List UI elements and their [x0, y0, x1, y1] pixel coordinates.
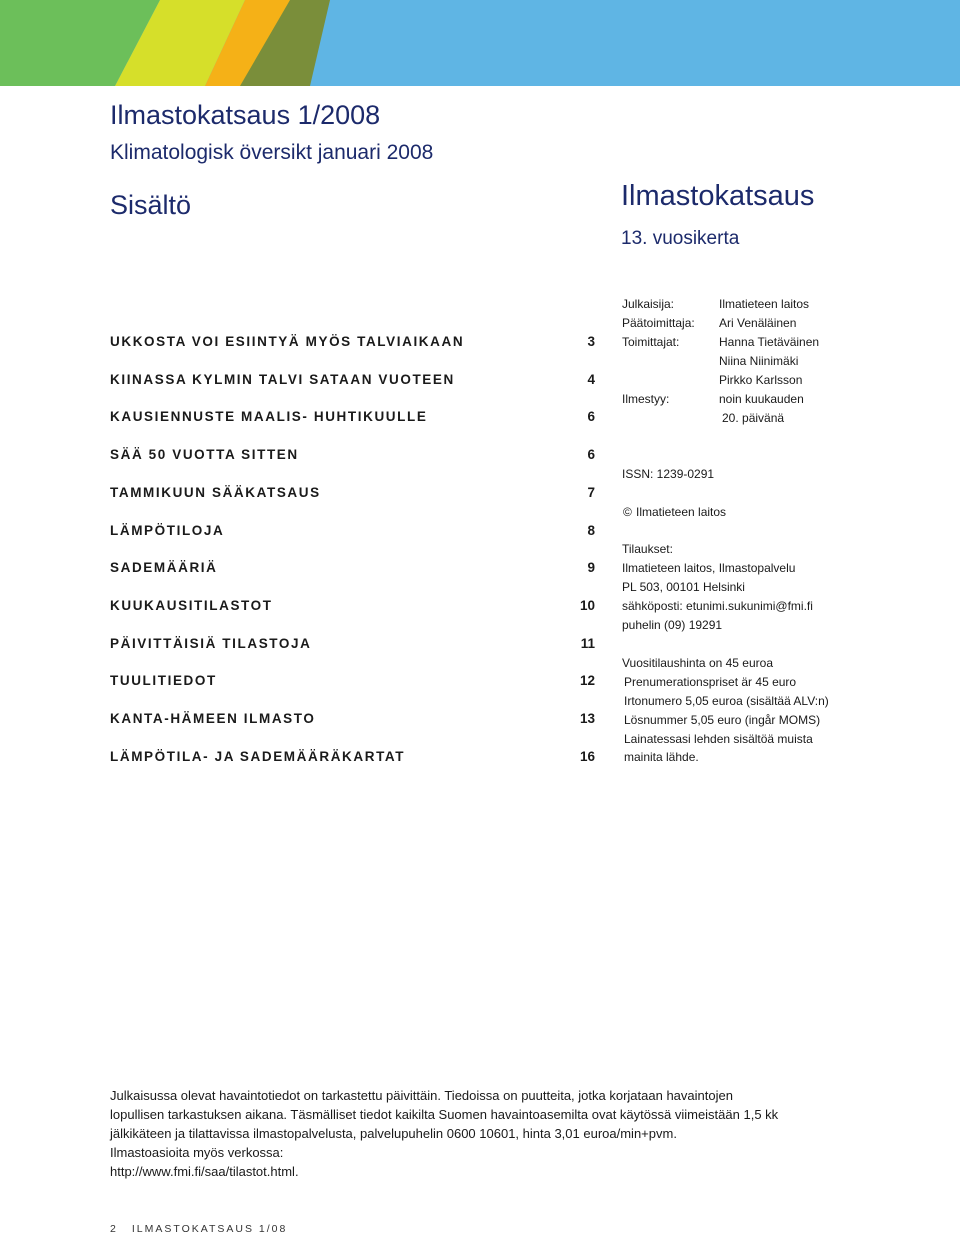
- editor-name: Hanna Tietäväinen: [719, 335, 820, 349]
- editor-name: Pirkko Karlsson: [719, 373, 803, 387]
- footnote-line: Julkaisussa olevat havaintotiedot on tarkastettu päivittäin. Tiedoissa on puutteita, jotka korjataan havaintojen: [110, 1088, 733, 1103]
- toc-item[interactable]: [110, 636, 595, 656]
- toc-label: KUUKAUSITILASTOT: [110, 598, 273, 613]
- toc-page-number: 10: [579, 598, 595, 613]
- toc-page-number: 13: [579, 711, 595, 726]
- footnote-line: lopullisen tarkastuksen aikana. Täsmälliset tiedot kaikilta Suomen havaintoasemilta ovat käytössä viimeistään 1,5 kk: [110, 1107, 779, 1122]
- issn: ISSN: 1239-0291: [622, 467, 715, 481]
- toc-label: TUULITIEDOT: [110, 673, 217, 688]
- toc-page-number: 9: [587, 560, 595, 575]
- orders-line: PL 503, 00101 Helsinki: [622, 580, 745, 594]
- toc-item[interactable]: [110, 485, 595, 505]
- page-number: 2: [110, 1223, 118, 1235]
- pricing-line: Lösnummer 5,05 euro (ingår MOMS): [624, 713, 821, 727]
- toc-item[interactable]: [110, 560, 595, 580]
- pricing-line: Irtonumero 5,05 euroa (sisältää ALV:n): [624, 694, 829, 708]
- editors-label: Toimittajat:: [622, 335, 680, 349]
- banner-blue-stripe: [270, 0, 960, 86]
- orders-email[interactable]: sähköposti: etunimi.sukunimi@fmi.fi: [622, 599, 813, 613]
- appears-value: noin kuukauden: [719, 392, 804, 406]
- publisher-value: Ilmatieteen laitos: [719, 297, 810, 311]
- toc-item[interactable]: [110, 749, 595, 769]
- editor-value: Ari Venäläinen: [719, 316, 797, 330]
- toc-page-number: 12: [579, 673, 595, 688]
- toc-page-number: 6: [587, 447, 595, 462]
- toc-page-number: 6: [587, 409, 595, 424]
- toc-label: PÄIVITTÄISIÄ TILASTOJA: [110, 636, 312, 651]
- footnote-line: jälkikäteen ja tilattavissa ilmastopalvelusta, palvelupuhelin 0600 10601, hinta 3,01 euroa/min+pvm.: [110, 1126, 677, 1141]
- orders-phone: puhelin (09) 19291: [622, 618, 723, 632]
- appears-label: Ilmestyy:: [622, 392, 670, 406]
- toc-item[interactable]: [110, 372, 595, 392]
- toc-label: KANTA-HÄMEEN ILMASTO: [110, 711, 316, 726]
- toc-page-number: 8: [587, 523, 595, 538]
- orders-heading: Tilaukset:: [622, 542, 673, 556]
- pricing-line: mainita lähde.: [624, 750, 699, 764]
- footnote-line: Ilmastoasioita myös verkossa:: [110, 1145, 284, 1160]
- brand-title: Ilmastokatsaus: [621, 180, 815, 212]
- toc-item[interactable]: [110, 598, 595, 618]
- toc-item[interactable]: [110, 711, 595, 731]
- editor-name: Niina Niinimäki: [719, 354, 799, 368]
- page-title: Ilmastokatsaus 1/2008: [110, 100, 381, 130]
- contents-heading: Sisältö: [110, 190, 192, 220]
- toc-label: LÄMPÖTILA- JA SADEMÄÄRÄKARTAT: [110, 749, 406, 764]
- pricing-line: Prenumerationspriset är 45 euro: [624, 675, 797, 689]
- footnote-link[interactable]: http://www.fmi.fi/saa/tilastot.html.: [110, 1164, 299, 1179]
- toc-page-number: 11: [580, 636, 595, 651]
- toc-label: TAMMIKUUN SÄÄKATSAUS: [110, 485, 321, 500]
- editor-label: Päätoimittaja:: [622, 316, 695, 330]
- toc-item[interactable]: [110, 523, 595, 543]
- toc-label: KIINASSA KYLMIN TALVI SATAAN VUOTEEN: [110, 372, 455, 387]
- toc-item[interactable]: [110, 334, 595, 354]
- toc-page-number: 16: [579, 749, 595, 764]
- copyright-holder: Ilmatieteen laitos: [636, 505, 727, 519]
- publisher-label: Julkaisija:: [622, 297, 675, 311]
- page-subtitle: Klimatologisk översikt januari 2008: [110, 141, 434, 164]
- toc-label: UKKOSTA VOI ESIINTYÄ MYÖS TALVIAIKAAN: [110, 334, 465, 349]
- toc-item[interactable]: [110, 447, 595, 467]
- toc-label: LÄMPÖTILOJA: [110, 523, 225, 538]
- volume-label: 13. vuosikerta: [621, 228, 740, 249]
- toc-item[interactable]: [110, 673, 595, 693]
- running-title: ILMASTOKATSAUS 1/08: [131, 1223, 288, 1235]
- page-footer: [110, 1223, 287, 1235]
- toc-page-number: 3: [587, 334, 595, 349]
- toc-page-number: 4: [587, 372, 595, 387]
- pricing-line: Lainatessasi lehden sisältöä muista: [624, 732, 813, 746]
- appears-value: 20. päivänä: [722, 411, 785, 425]
- toc-item[interactable]: [110, 409, 595, 429]
- toc-label: KAUSIENNUSTE MAALIS- HUHTIKUULLE: [110, 409, 428, 424]
- toc-page-number: 7: [587, 485, 595, 500]
- header-banner: [0, 0, 960, 86]
- copyright-icon: ©: [623, 505, 632, 519]
- orders-line: Ilmatieteen laitos, Ilmastopalvelu: [622, 561, 796, 575]
- toc-label: SADEMÄÄRIÄ: [110, 560, 218, 575]
- toc-label: SÄÄ 50 VUOTTA SITTEN: [110, 447, 299, 462]
- pricing-line: Vuositilaushinta on 45 euroa: [622, 656, 773, 670]
